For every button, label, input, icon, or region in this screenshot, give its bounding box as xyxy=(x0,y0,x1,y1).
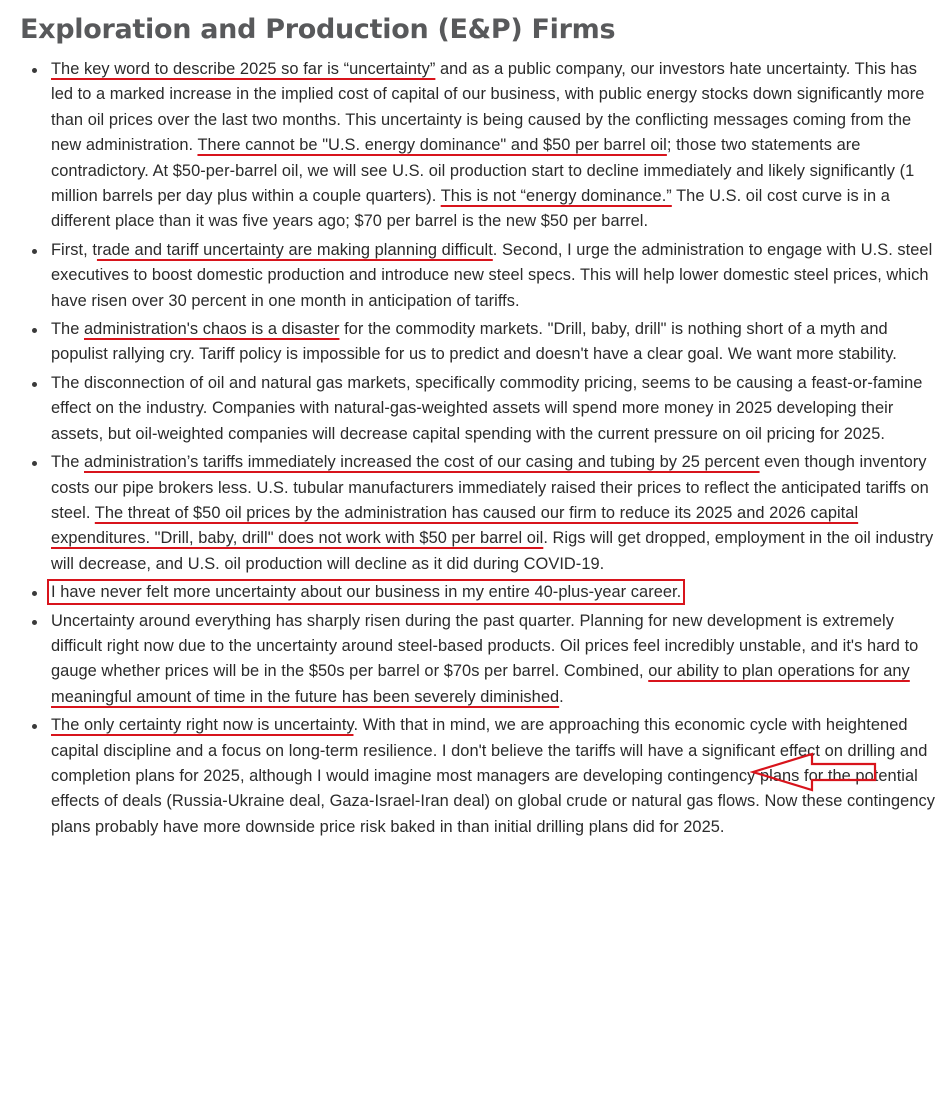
highlighted-text: The key word to describe 2025 so far is “uncertainty” xyxy=(51,60,436,78)
list-item xyxy=(20,317,940,368)
highlighted-text: rade and tariff uncertainty are making planning difficult xyxy=(96,240,493,259)
body-text: The U.S. oil cost curve is in a different place than it was five years ago; $70 per barrel is the new $50 per barrel. xyxy=(51,187,890,231)
highlighted-text: The threat of $50 oil prices by the administration has caused our firm to reduce its 2025 and 2026 capital expenditures. "Drill, baby, drill" does not work with $50 per barrel oil xyxy=(51,503,859,548)
body-text: The xyxy=(51,453,84,472)
body-text: and as a public company, our investors hate uncertainty. This has led to a marked increase in the implied cost of capital of our business, with public energy stocks down significantly more than oil prices over the last two months. This uncertainty is being caused by the conflicting messages coming from the new administration. xyxy=(51,60,925,155)
list-item xyxy=(20,238,940,314)
highlighted-text: The only certainty right now is uncertainty xyxy=(51,716,354,735)
body-text: . xyxy=(559,687,564,706)
article-section xyxy=(20,6,940,843)
body-text: for the commodity markets. "Drill, baby, drill" is nothing short of a myth and populist rallying cry. Tariff policy is impossible for us to predict and doesn't have a clear goal. We want more stability. xyxy=(51,320,897,364)
body-text: First, t xyxy=(51,240,97,259)
section-heading: Exploration and Production (E&P) Firms xyxy=(20,14,616,45)
left-arrow-icon xyxy=(750,751,878,793)
boxed-quote: I have never felt more uncertainty about our business in my entire 40-plus-year career. xyxy=(51,583,682,602)
body-text: Uncertainty around everything has sharply risen during the past quarter. Planning for new development is extremely difficult right now due to the uncertainty around steel-based products. Oil prices feel incredibly unstable, and it's hard to gauge whether prices will be in the $50s per barrel or $70s per barrel. Combined, xyxy=(51,611,919,681)
list-item xyxy=(20,609,940,711)
body-text: ; those two statements are contradictory. At $50-per-barrel oil, we will see U.S. oil production start to decline immediately and likely significantly (1 million barrels per day plus within a couple quarters). xyxy=(51,136,915,206)
body-text: even though inventory costs our pipe brokers less. U.S. tubular manufacturers immediately raised their prices to reflect the anticipated tariffs on steel. xyxy=(51,453,929,522)
body-text: The xyxy=(51,320,84,339)
list-item-boxed xyxy=(20,580,940,605)
body-text: . Rigs will get dropped, employment in the oil industry will decrease, and U.S. oil production will decline as it did during COVID-19. xyxy=(51,529,934,573)
highlighted-text: There cannot be "U.S. energy dominance" and $50 per barrel oil xyxy=(197,136,667,155)
highlighted-text: our ability to plan operations for any meaningful amount of time in the future has been severely diminished xyxy=(51,662,910,706)
highlighted-text: This is not “energy dominance.” xyxy=(440,187,672,206)
highlighted-text: administration’s tariffs immediately increased the cost of our casing and tubing by 25 percent xyxy=(84,453,760,472)
list-item xyxy=(20,450,940,577)
highlighted-text: administration's chaos is a disaster xyxy=(84,320,340,339)
list-item xyxy=(20,57,940,235)
body-text: The disconnection of oil and natural gas markets, specifically commodity pricing, seems to be causing a feast-or-famine effect on the industry. Companies with natural-gas-weighted assets will spend more money in 2025 developing their assets, but oil-weighted companies will decrease capital spending with the current pressure on oil pricing for 2025. xyxy=(51,373,923,443)
body-text: . Second, I urge the administration to engage with U.S. steel executives to boost domestic production and introduce new steel specs. This will help lower domestic steel prices, which have risen over 30 percent in one month in anticipation of tariffs. xyxy=(51,240,933,310)
list-item xyxy=(20,371,940,447)
quote-list xyxy=(20,57,940,840)
body-text: . With that in mind, we are approaching this economic cycle with heightened capital discipline and a focus on long-term resilience. I don't believe the tariffs will have a significant effect on drilling and completion plans for 2025, although I would imagine most managers are developing contingency plans for the potential effects of deals (Russia-Ukraine deal, Gaza-Israel-Iran deal) on global crude or natural gas flows. Now these contingency plans probably have more downside price risk baked in than initial drilling plans did for 2025. xyxy=(51,716,936,836)
